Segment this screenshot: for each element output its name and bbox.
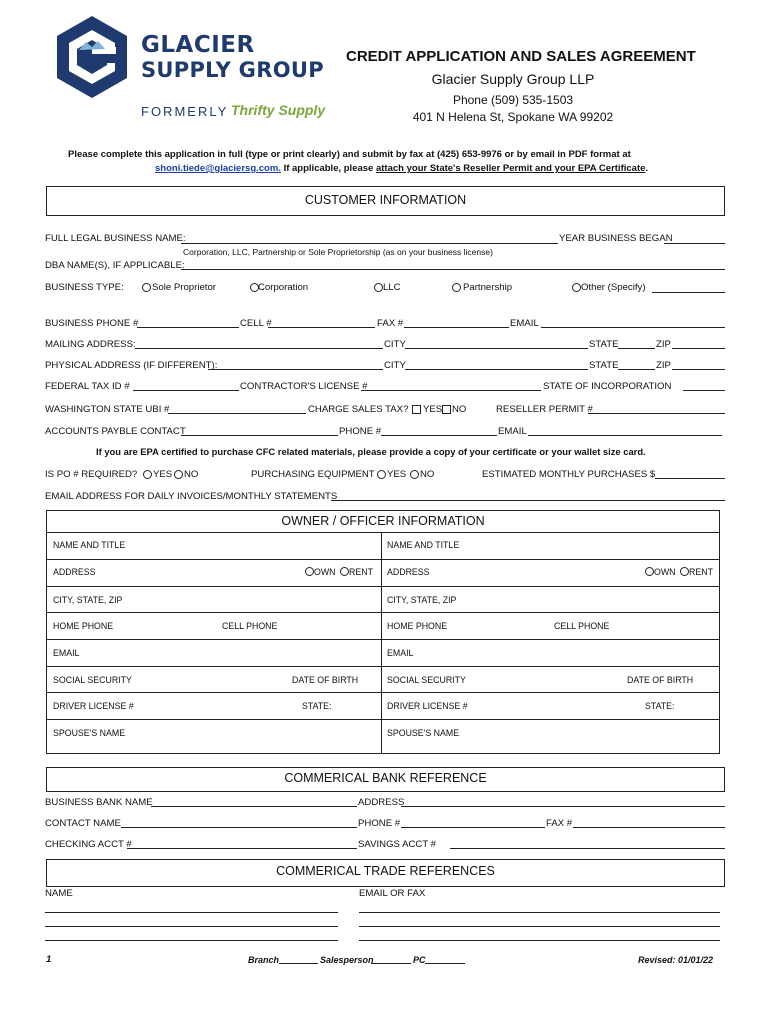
customer-section-header [46, 186, 725, 216]
physical-city-label: CITY [384, 360, 406, 371]
savings-field[interactable] [450, 848, 725, 849]
owner-section-title: OWNER / OFFICER INFORMATION [281, 514, 485, 528]
reseller-label: RESELLER PERMIT # [496, 404, 593, 415]
mailing-city-field[interactable] [405, 348, 588, 349]
owner2-ssn[interactable]: SOCIAL SECURITY [387, 675, 466, 685]
state-inc-field[interactable] [683, 390, 725, 391]
trade-name-label: NAME [45, 888, 73, 899]
owner-row-line [47, 559, 719, 560]
bank-phone-field[interactable] [401, 827, 545, 828]
trade-name-field[interactable] [45, 940, 338, 941]
legal-name-label: FULL LEGAL BUSINESS NAME: [45, 233, 186, 244]
trade-email-field[interactable] [359, 912, 720, 913]
physical-state-field[interactable] [618, 369, 655, 370]
company-address: 401 N Helena St, Spokane WA 99202 [412, 110, 614, 124]
bank-contact-field[interactable] [121, 827, 357, 828]
year-began-field[interactable] [664, 243, 725, 244]
physical-address-label: PHYSICAL ADDRESS (IF DIFFERENT): [45, 360, 218, 371]
trade-email-field[interactable] [359, 926, 720, 927]
owner1-rent-radio[interactable] [340, 567, 349, 576]
email-label: EMAIL [510, 318, 539, 329]
monthly-purchases-label: ESTIMATED MONTHLY PURCHASES $ [482, 469, 656, 480]
owner2-cell-phone[interactable]: CELL PHONE [554, 621, 610, 631]
ap-phone-field[interactable] [381, 435, 497, 436]
fax-label: FAX # [377, 318, 404, 329]
trade-name-field[interactable] [45, 926, 338, 927]
contractor-field[interactable] [361, 390, 541, 391]
owner-row-line [47, 586, 719, 587]
mailing-state-field[interactable] [618, 348, 655, 349]
owner-row-line [47, 532, 719, 533]
physical-address-field[interactable] [208, 369, 383, 370]
owner2-rent-label: RENT [689, 567, 713, 577]
owner2-email[interactable]: EMAIL [387, 648, 414, 658]
branch-field[interactable] [279, 963, 318, 964]
owner-row-line [47, 639, 719, 640]
sales-tax-yes-label: YES [423, 404, 443, 415]
year-began-label: YEAR BUSINESS BEGAN [559, 233, 673, 244]
state-inc-label: STATE OF INCORPORATION [543, 381, 672, 392]
type-corp-label: Corporation [258, 282, 309, 293]
dba-field[interactable] [181, 269, 725, 270]
owner1-own-radio[interactable] [305, 567, 314, 576]
dba-label: DBA NAME(S), IF APPLICABLE: [45, 260, 185, 271]
owner-row-line [47, 719, 719, 720]
bank-section-title: COMMERICAL BANK REFERENCE [284, 771, 487, 785]
po-yes-label: YES [153, 469, 173, 480]
owner-row-line [47, 666, 719, 667]
owner1-email[interactable]: EMAIL [53, 648, 80, 658]
owner2-rent-radio[interactable] [680, 567, 689, 576]
invoices-email-label: EMAIL ADDRESS FOR DAILY INVOICES/MONTHLY STATEMENTS [45, 491, 338, 502]
po-yes-radio[interactable] [143, 470, 152, 479]
page-number: 1 [46, 954, 52, 965]
mailing-address-label: MAILING ADDRESS: [45, 339, 136, 350]
trade-name-field[interactable] [45, 912, 338, 913]
purchasing-no-label: NO [420, 469, 435, 480]
glacier-g-logo-icon [55, 14, 130, 100]
owner1-rent-label: RENT [349, 567, 373, 577]
owner1-cell-phone[interactable]: CELL PHONE [222, 621, 278, 631]
bank-fax-field[interactable] [573, 827, 725, 828]
company-name: Glacier Supply Group LLP [431, 71, 595, 87]
type-other-field[interactable] [652, 292, 725, 293]
purchasing-no-radio[interactable] [410, 470, 419, 479]
intro-attach: attach your State's Reseller Permit and your EPA Certificate [375, 163, 646, 174]
ubi-field[interactable] [168, 413, 306, 414]
company-logo [55, 14, 325, 124]
ap-contact-field[interactable] [181, 435, 338, 436]
footer-salesperson: Salesperson [320, 955, 374, 965]
owner1-dl-state[interactable]: STATE: [302, 701, 332, 711]
owner2-spouse[interactable]: SPOUSE'S NAME [387, 728, 460, 738]
purchasing-yes-radio[interactable] [377, 470, 386, 479]
revised-date: Revised: 01/01/22 [638, 955, 714, 965]
bank-address-field[interactable] [401, 806, 725, 807]
sales-tax-label: CHARGE SALES TAX? [308, 404, 409, 415]
sales-tax-no-label: NO [452, 404, 467, 415]
business-phone-field[interactable] [137, 327, 239, 328]
cell-field[interactable] [268, 327, 375, 328]
bank-name-label: BUSINESS BANK NAME [45, 797, 153, 808]
logo-thrifty: Thrifty Supply [231, 102, 326, 118]
intro-text: If applicable, please [280, 163, 376, 174]
contractor-label: CONTRACTOR'S LICENSE # [240, 381, 368, 392]
bank-fax-label: FAX # [546, 818, 573, 829]
po-no-radio[interactable] [174, 470, 183, 479]
monthly-purchases-field[interactable] [655, 478, 725, 479]
trade-email-field[interactable] [359, 940, 720, 941]
fax-field[interactable] [404, 327, 509, 328]
invoices-email-field[interactable] [331, 500, 725, 501]
intro-line1: Please complete this application in full (type or print clearly) and submit by fax at (425) 653-9976 or by email in PDF format at [68, 149, 631, 160]
bank-contact-label: CONTACT NAME [45, 818, 121, 829]
type-other-radio[interactable] [572, 283, 581, 292]
email-field[interactable] [541, 327, 725, 328]
logo-formerly: FORMERLY [141, 104, 229, 119]
bank-address-label: ADDRESS [358, 797, 405, 808]
intro-email-link[interactable]: shoni.tiede@glaciersg.com. [155, 163, 281, 174]
owner1-home-phone[interactable]: HOME PHONE [53, 621, 114, 631]
physical-zip-label: ZIP [656, 360, 671, 371]
owner2-address[interactable]: ADDRESS [387, 567, 430, 577]
business-phone-label: BUSINESS PHONE # [45, 318, 139, 329]
ap-email-field[interactable] [528, 435, 722, 436]
tax-id-label: FEDERAL TAX ID # [45, 381, 130, 392]
type-partnership-label: Partnership [463, 282, 513, 293]
pc-field[interactable] [425, 963, 465, 964]
owner2-home-phone[interactable]: HOME PHONE [387, 621, 448, 631]
business-type-label: BUSINESS TYPE: [45, 282, 124, 293]
epa-notice: If you are EPA certified to purchase CFC related materials, please provide a copy of your certificate or your wallet size card. [96, 446, 646, 457]
trade-section-title: COMMERICAL TRADE REFERENCES [276, 864, 495, 878]
bank-section-header [46, 767, 725, 792]
reseller-field[interactable] [588, 413, 725, 414]
sales-tax-no-checkbox[interactable] [442, 405, 451, 414]
owner-grid-divider [381, 532, 382, 754]
ap-email-label: EMAIL [498, 426, 527, 437]
owner-row-line [47, 692, 719, 693]
owner1-dl[interactable]: DRIVER LICENSE # [53, 701, 134, 711]
bank-phone-label: PHONE # [358, 818, 401, 829]
owner2-dl[interactable]: DRIVER LICENSE # [387, 701, 468, 711]
po-no-label: NO [184, 469, 199, 480]
physical-city-field[interactable] [405, 369, 588, 370]
type-other-label: Other (Specify) [581, 282, 646, 293]
owner1-ssn[interactable]: SOCIAL SECURITY [53, 675, 132, 685]
intro-end: . [645, 163, 649, 174]
owner1-name-title[interactable]: NAME AND TITLE [53, 540, 126, 550]
po-required-label: IS PO # REQUIRED? [45, 469, 138, 480]
physical-state-label: STATE [589, 360, 619, 371]
owner1-own-label: OWN [314, 567, 336, 577]
customer-section-title: CUSTOMER INFORMATION [304, 193, 467, 207]
mailing-zip-field[interactable] [672, 348, 725, 349]
owner-section [46, 510, 720, 754]
purchasing-label: PURCHASING EQUIPMENT [251, 469, 375, 480]
form-title: CREDIT APPLICATION AND SALES AGREEMENT [346, 48, 696, 65]
ap-contact-label: ACCOUNTS PAYBLE CONTACT [45, 426, 186, 437]
owner2-dl-state[interactable]: STATE: [645, 701, 675, 711]
owner2-own-radio[interactable] [645, 567, 654, 576]
mailing-address-field[interactable] [135, 348, 383, 349]
purchasing-yes-label: YES [387, 469, 407, 480]
checking-label: CHECKING ACCT # [45, 839, 132, 850]
owner-row-line [47, 612, 719, 613]
tax-id-field[interactable] [133, 390, 239, 391]
owner1-city-state-zip[interactable]: CITY, STATE, ZIP [53, 595, 123, 605]
salesperson-field[interactable] [371, 963, 411, 964]
savings-label: SAVINGS ACCT # [358, 839, 437, 850]
logo-line2: SUPPLY GROUP [141, 58, 324, 82]
trade-section-header [46, 859, 725, 887]
type-llc-radio[interactable] [374, 283, 383, 292]
company-phone: Phone (509) 535-1503 [452, 93, 574, 107]
type-sole-radio[interactable] [142, 283, 151, 292]
owner1-address[interactable]: ADDRESS [53, 567, 96, 577]
physical-zip-field[interactable] [672, 369, 725, 370]
ap-phone-label: PHONE # [339, 426, 382, 437]
intro-line2 [155, 163, 648, 175]
sales-tax-yes-checkbox[interactable] [412, 405, 421, 414]
bank-name-field[interactable] [151, 806, 357, 807]
mailing-state-label: STATE [589, 339, 619, 350]
owner2-name-title[interactable]: NAME AND TITLE [387, 540, 460, 550]
trade-email-label: EMAIL OR FAX [359, 888, 426, 899]
type-partnership-radio[interactable] [452, 283, 461, 292]
legal-name-field[interactable] [181, 243, 558, 244]
mailing-zip-label: ZIP [656, 339, 671, 350]
footer-pc: PC [413, 955, 426, 965]
logo-line1: GLACIER [141, 32, 255, 58]
mailing-city-label: CITY [384, 339, 406, 350]
owner2-own-label: OWN [654, 567, 676, 577]
ubi-label: WASHINGTON STATE UBI # [45, 404, 170, 415]
cell-label: CELL # [240, 318, 272, 329]
checking-field[interactable] [127, 848, 357, 849]
footer-branch: Branch [248, 955, 280, 965]
owner2-dob[interactable]: DATE OF BIRTH [627, 675, 694, 685]
type-sole-label: Sole Proprietor [152, 282, 216, 293]
owner1-spouse[interactable]: SPOUSE'S NAME [53, 728, 126, 738]
owner2-city-state-zip[interactable]: CITY, STATE, ZIP [387, 595, 457, 605]
legal-name-hint: Corporation, LLC, Partnership or Sole Proprietorship (as on your business license) [183, 247, 493, 257]
owner1-dob[interactable]: DATE OF BIRTH [292, 675, 359, 685]
type-llc-label: LLC [383, 282, 401, 293]
